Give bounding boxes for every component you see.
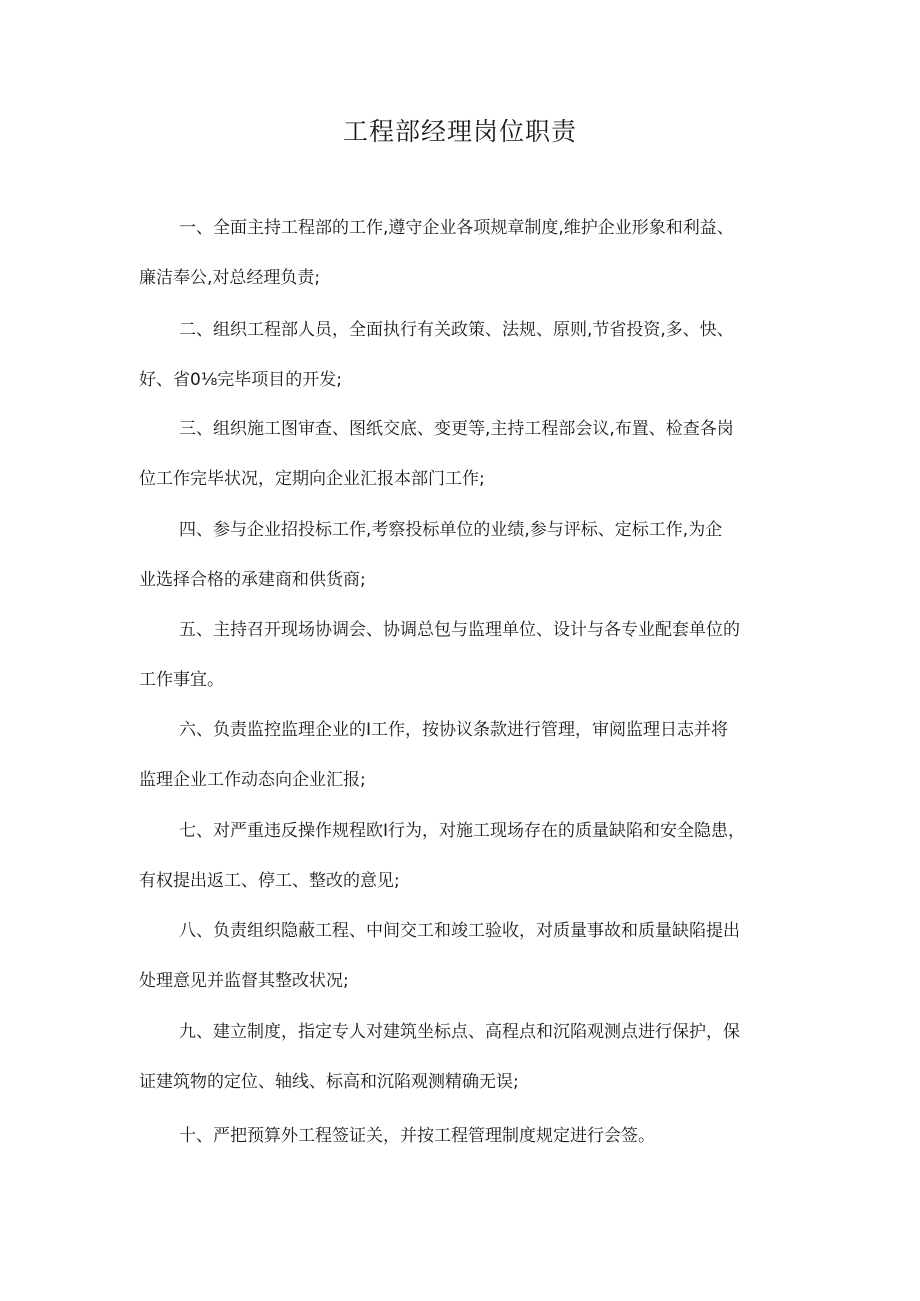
duty-item-10-line-1: 十、严把预算外工程签证关，并按工程管理制度规定进行会签。 (179, 1126, 655, 1146)
duty-item-9 (139, 1007, 799, 1107)
duty-item-2-line-2: 好、省0⅛完毕项目的开发; (139, 370, 343, 390)
duty-item-4-line-2: 业选择合格的承建商和供货商; (139, 570, 366, 590)
duty-item-7-line-1: 七、对严重违反操作规程欧I行为，对施工现场存在的质量缺陷和安全隐患， (179, 821, 746, 841)
document-title: 工程部经理岗位职责 (342, 117, 577, 146)
duty-item-5-line-1: 五、主持召开现场协调会、协调总包与监理单位、设计与各专业配套单位的 (179, 620, 740, 640)
duty-item-9-line-1: 九、建立制度，指定专人对建筑坐标点、高程点和沉陷观测点进行保护，保 (179, 1022, 740, 1042)
duty-item-4 (139, 505, 799, 605)
duty-item-10 (139, 1111, 799, 1161)
duty-item-7-line-2: 有权提出返工、停工、整改的意见; (139, 871, 400, 891)
duty-item-9-line-2: 证建筑物的定位、轴线、标高和沉陷观测精确无误; (139, 1072, 519, 1092)
duty-item-5-line-2: 工作事宜。 (139, 670, 224, 690)
duty-item-6 (139, 705, 799, 805)
duty-item-2 (139, 305, 799, 405)
duty-item-6-line-1: 六、负责监控监理企业的I工作，按协议条款进行管理，审阅监理日志并将 (179, 720, 729, 740)
duty-item-2-line-1: 二、组织工程部人员，全面执行有关政策、法规、原则,节省投资,多、快、 (179, 320, 734, 340)
duty-item-3 (139, 404, 799, 504)
duty-item-1 (139, 203, 799, 303)
duty-item-8-line-2: 处理意见并监督其整改状况; (139, 971, 349, 991)
duty-item-3-line-1: 三、组织施工图审查、图纸交底、变更等,主持工程部会议,布置、检查各岗 (179, 419, 734, 439)
duty-item-3-line-2: 位工作完毕状况，定期向企业汇报本部门工作; (139, 469, 485, 489)
duty-item-8 (139, 906, 799, 1006)
duty-item-4-line-1: 四、参与企业招投标工作,考察投标单位的业绩,参与评标、定标工作,为企 (179, 520, 723, 540)
duty-item-8-line-1: 八、负责组织隐蔽工程、中间交工和竣工验收，对质量事故和质量缺陷提出 (179, 921, 740, 941)
duty-item-1-line-2: 廉洁奉公,对总经理负责; (139, 268, 321, 288)
duty-item-6-line-2: 监理企业工作动态向企业汇报; (139, 770, 366, 790)
duty-item-1-line-1: 一、全面主持工程部的工作,遵守企业各项规章制度,维护企业形象和利益、 (179, 218, 734, 238)
duty-item-5 (139, 605, 799, 705)
duty-item-7 (139, 806, 799, 906)
